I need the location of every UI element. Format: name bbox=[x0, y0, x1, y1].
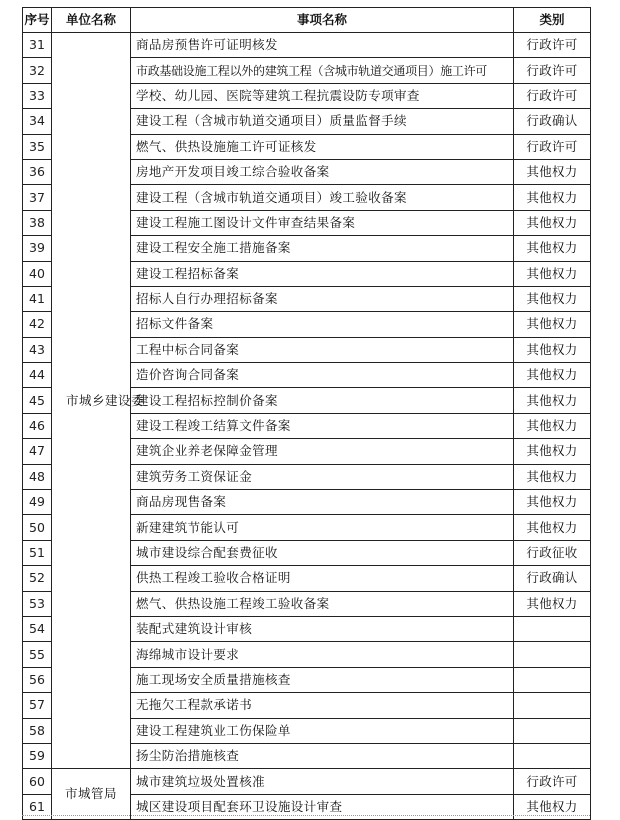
row-category: 行政许可 bbox=[514, 33, 591, 58]
table-row bbox=[23, 33, 591, 58]
row-category: 其他权力 bbox=[514, 591, 591, 616]
row-seq: 46 bbox=[23, 413, 52, 438]
row-category: 其他权力 bbox=[514, 185, 591, 210]
row-item: 城市建设综合配套费征收 bbox=[131, 540, 514, 565]
row-category: 其他权力 bbox=[514, 515, 591, 540]
row-seq: 49 bbox=[23, 490, 52, 515]
row-category: 行政确认 bbox=[514, 109, 591, 134]
row-category bbox=[514, 743, 591, 768]
row-seq: 31 bbox=[23, 33, 52, 58]
row-category bbox=[514, 616, 591, 641]
row-category: 其他权力 bbox=[514, 363, 591, 388]
row-item: 施工现场安全质量措施核查 bbox=[131, 667, 514, 692]
row-seq: 59 bbox=[23, 743, 52, 768]
row-seq: 34 bbox=[23, 109, 52, 134]
row-item: 商品房现售备案 bbox=[131, 490, 514, 515]
row-category: 其他权力 bbox=[514, 210, 591, 235]
row-item: 扬尘防治措施核查 bbox=[131, 743, 514, 768]
row-seq: 43 bbox=[23, 337, 52, 362]
row-item: 无拖欠工程款承诺书 bbox=[131, 693, 514, 718]
row-seq: 57 bbox=[23, 693, 52, 718]
row-category bbox=[514, 642, 591, 667]
row-item: 新建建筑节能认可 bbox=[131, 515, 514, 540]
row-seq: 44 bbox=[23, 363, 52, 388]
row-item: 房地产开发项目竣工综合验收备案 bbox=[131, 159, 514, 184]
unit-cell-management bbox=[52, 769, 131, 820]
row-category: 其他权力 bbox=[514, 794, 591, 819]
row-seq: 36 bbox=[23, 159, 52, 184]
header-category: 类别 bbox=[514, 8, 591, 33]
row-item: 建设工程建筑业工伤保险单 bbox=[131, 718, 514, 743]
unit-name: 市城乡建设委 bbox=[66, 392, 145, 408]
row-item: 建设工程招标控制价备案 bbox=[131, 388, 514, 413]
row-category bbox=[514, 718, 591, 743]
row-seq: 54 bbox=[23, 616, 52, 641]
row-category: 其他权力 bbox=[514, 337, 591, 362]
row-seq: 35 bbox=[23, 134, 52, 159]
row-item: 招标人自行办理招标备案 bbox=[131, 286, 514, 311]
row-category: 其他权力 bbox=[514, 236, 591, 261]
unit-cell-construction bbox=[52, 33, 145, 769]
row-category: 其他权力 bbox=[514, 413, 591, 438]
row-category: 行政确认 bbox=[514, 566, 591, 591]
row-seq: 56 bbox=[23, 667, 52, 692]
page-bottom-divider bbox=[22, 815, 590, 819]
row-item: 建设工程施工图设计文件审查结果备案 bbox=[131, 210, 514, 235]
row-category bbox=[514, 667, 591, 692]
row-item: 市政基础设施工程以外的建筑工程（含城市轨道交通项目）施工许可 bbox=[131, 58, 514, 83]
row-item: 燃气、供热设施工程竣工验收备案 bbox=[131, 591, 514, 616]
row-seq: 53 bbox=[23, 591, 52, 616]
row-seq: 52 bbox=[23, 566, 52, 591]
row-seq: 37 bbox=[23, 185, 52, 210]
row-category: 行政征收 bbox=[514, 540, 591, 565]
row-item: 城市建筑垃圾处置核准 bbox=[131, 769, 514, 794]
row-seq: 40 bbox=[23, 261, 52, 286]
row-seq: 42 bbox=[23, 312, 52, 337]
row-item: 建设工程竣工结算文件备案 bbox=[131, 413, 514, 438]
row-category: 行政许可 bbox=[514, 769, 591, 794]
row-seq: 61 bbox=[23, 794, 52, 819]
row-item: 建设工程招标备案 bbox=[131, 261, 514, 286]
row-category: 其他权力 bbox=[514, 464, 591, 489]
row-item: 海绵城市设计要求 bbox=[131, 642, 514, 667]
row-seq: 50 bbox=[23, 515, 52, 540]
row-seq: 58 bbox=[23, 718, 52, 743]
unit-name: 市城管局 bbox=[64, 786, 117, 802]
header-seq: 序号 bbox=[23, 8, 52, 33]
row-category: 其他权力 bbox=[514, 490, 591, 515]
table-row bbox=[23, 769, 591, 794]
row-seq: 45 bbox=[23, 388, 52, 413]
row-item: 供热工程竣工验收合格证明 bbox=[131, 566, 514, 591]
row-category bbox=[514, 693, 591, 718]
row-seq: 60 bbox=[23, 769, 52, 794]
row-seq: 55 bbox=[23, 642, 52, 667]
row-item: 商品房预售许可证明核发 bbox=[131, 33, 514, 58]
row-category: 其他权力 bbox=[514, 439, 591, 464]
row-item: 建设工程（含城市轨道交通项目）竣工验收备案 bbox=[131, 185, 514, 210]
row-item: 工程中标合同备案 bbox=[131, 337, 514, 362]
row-item: 建筑企业养老保障金管理 bbox=[131, 439, 514, 464]
row-category: 行政许可 bbox=[514, 58, 591, 83]
row-seq: 39 bbox=[23, 236, 52, 261]
row-item: 学校、幼儿园、医院等建筑工程抗震设防专项审查 bbox=[131, 83, 514, 108]
row-item: 建设工程（含城市轨道交通项目）质量监督手续 bbox=[131, 109, 514, 134]
row-item: 建筑劳务工资保证金 bbox=[131, 464, 514, 489]
row-seq: 51 bbox=[23, 540, 52, 565]
header-unit: 单位名称 bbox=[52, 8, 131, 33]
row-seq: 41 bbox=[23, 286, 52, 311]
table-header-row bbox=[23, 8, 591, 33]
row-item: 燃气、供热设施施工许可证核发 bbox=[131, 134, 514, 159]
row-category: 其他权力 bbox=[514, 159, 591, 184]
row-item: 城区建设项目配套环卫设施设计审查 bbox=[131, 794, 514, 819]
row-seq: 47 bbox=[23, 439, 52, 464]
row-item: 装配式建筑设计审核 bbox=[131, 616, 514, 641]
row-seq: 32 bbox=[23, 58, 52, 83]
items-table bbox=[22, 7, 591, 820]
row-item: 建设工程安全施工措施备案 bbox=[131, 236, 514, 261]
row-item: 造价咨询合同备案 bbox=[131, 363, 514, 388]
row-seq: 38 bbox=[23, 210, 52, 235]
header-item: 事项名称 bbox=[131, 8, 514, 33]
row-category: 行政许可 bbox=[514, 134, 591, 159]
row-item: 招标文件备案 bbox=[131, 312, 514, 337]
row-seq: 48 bbox=[23, 464, 52, 489]
row-seq: 33 bbox=[23, 83, 52, 108]
row-category: 行政许可 bbox=[514, 83, 591, 108]
row-category: 其他权力 bbox=[514, 261, 591, 286]
row-category: 其他权力 bbox=[514, 286, 591, 311]
row-category: 其他权力 bbox=[514, 388, 591, 413]
row-category: 其他权力 bbox=[514, 312, 591, 337]
